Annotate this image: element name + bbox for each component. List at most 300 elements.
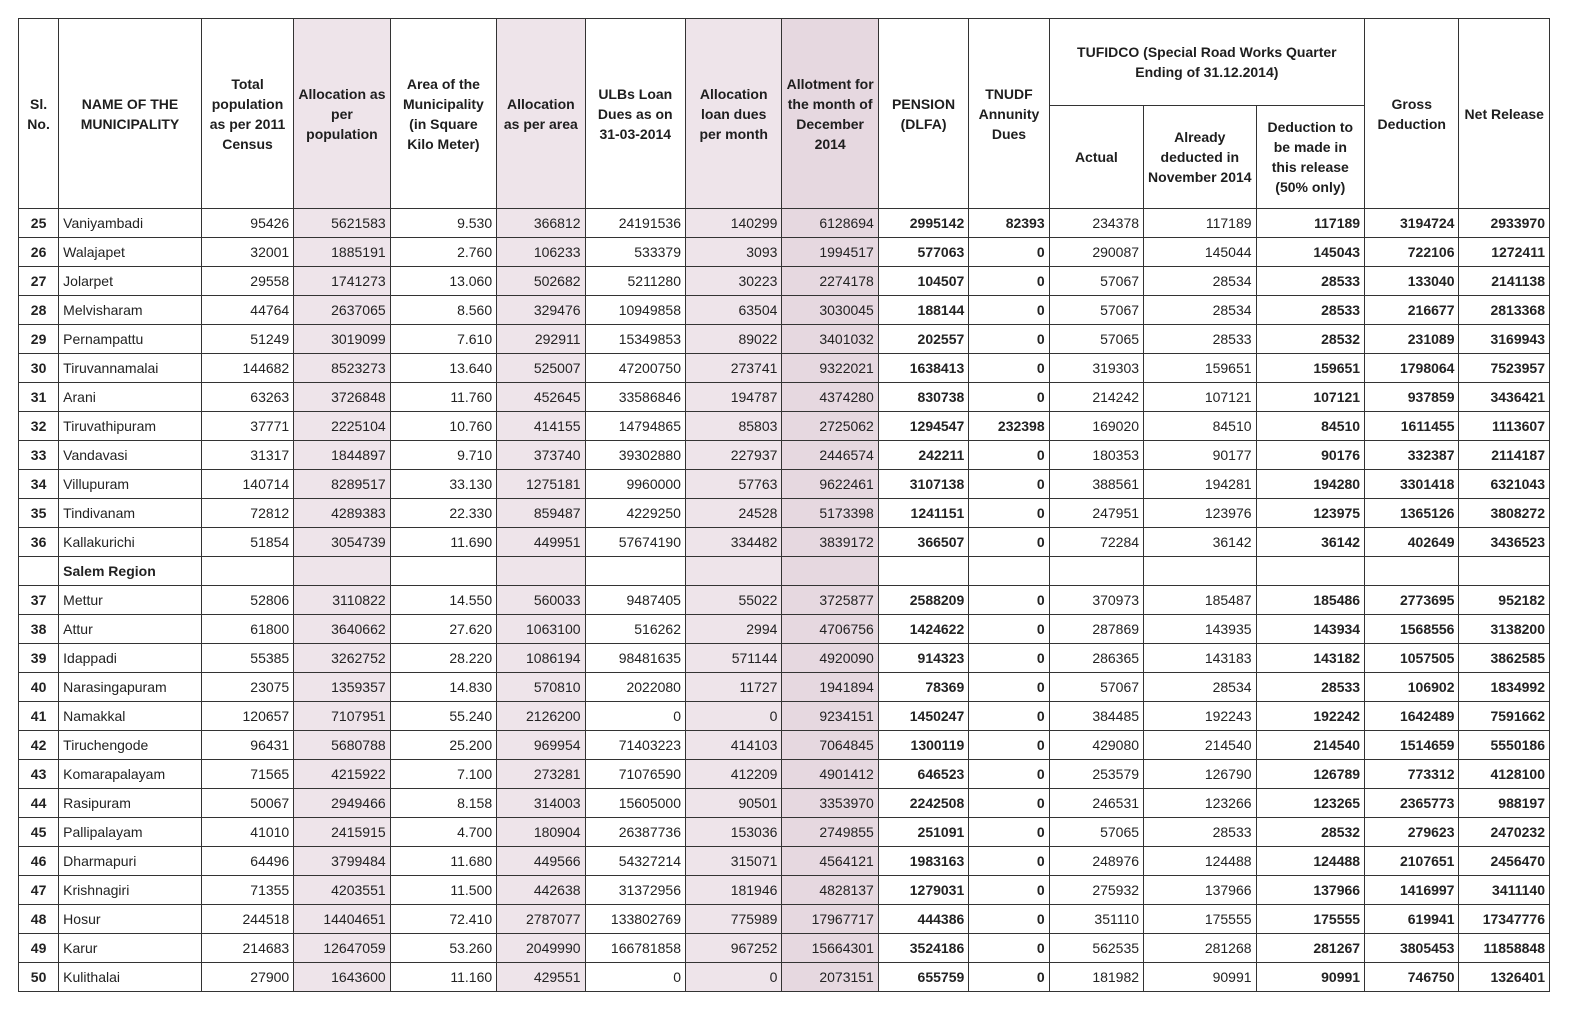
cell-gross-deduction: 1057505 (1365, 644, 1459, 673)
cell-net-release: 2141138 (1459, 267, 1550, 296)
cell-allocation-loan: 90501 (685, 789, 781, 818)
cell-allocation-population: 1741273 (294, 267, 390, 296)
cell-deduction-release: 145043 (1256, 238, 1365, 267)
cell-tnudf: 0 (969, 760, 1049, 789)
cell-already-deducted: 192243 (1144, 702, 1257, 731)
cell-deduction-release: 159651 (1256, 354, 1365, 383)
cell-tnudf: 0 (969, 615, 1049, 644)
cell-area: 8.158 (390, 789, 496, 818)
cell-gross-deduction: 2773695 (1365, 586, 1459, 615)
cell-area: 25.200 (390, 731, 496, 760)
header-area: Area of the Municipality (in Square Kilo Meter) (390, 19, 496, 209)
cell-gross-deduction: 1568556 (1365, 615, 1459, 644)
cell-pension: 444386 (878, 905, 968, 934)
cell-deduction-release: 143182 (1256, 644, 1365, 673)
cell-allocation-area: 570810 (497, 673, 585, 702)
cell-sl-no: 27 (19, 267, 59, 296)
cell-allocation-population: 3799484 (294, 847, 390, 876)
cell-allocation-area: 525007 (497, 354, 585, 383)
cell-sl-no: 47 (19, 876, 59, 905)
cell-allotment: 3401032 (782, 325, 878, 354)
cell-sl-no: 38 (19, 615, 59, 644)
table-row (19, 441, 1550, 470)
cell-allocation-loan: 414103 (685, 731, 781, 760)
cell-tnudf: 0 (969, 847, 1049, 876)
cell-deduction-release: 36142 (1256, 528, 1365, 557)
cell-area: 4.700 (390, 818, 496, 847)
cell-area: 11.680 (390, 847, 496, 876)
cell-area: 8.560 (390, 296, 496, 325)
cell-ulb-loan: 2022080 (585, 673, 685, 702)
cell-gross-deduction: 1416997 (1365, 876, 1459, 905)
cell-gross-deduction: 937859 (1365, 383, 1459, 412)
cell-deduction-release: 214540 (1256, 731, 1365, 760)
cell-allocation-population: 4289383 (294, 499, 390, 528)
cell-allocation-population: 7107951 (294, 702, 390, 731)
cell-actual: 57067 (1049, 673, 1143, 702)
allocation-sheet (18, 18, 1550, 992)
cell-municipality-name: Attur (59, 615, 202, 644)
cell-tnudf: 0 (969, 238, 1049, 267)
table-row (19, 934, 1550, 963)
cell-allocation-loan: 85803 (685, 412, 781, 441)
cell-tnudf: 0 (969, 818, 1049, 847)
cell-ulb-loan: 0 (585, 702, 685, 731)
cell-already-deducted: 145044 (1144, 238, 1257, 267)
table-row (19, 238, 1550, 267)
cell-allocation-loan: 63504 (685, 296, 781, 325)
table-row (19, 412, 1550, 441)
cell-total-population: 31317 (201, 441, 293, 470)
cell-allocation-loan: 0 (685, 702, 781, 731)
table-row (19, 615, 1550, 644)
cell-municipality-name: Pallipalayam (59, 818, 202, 847)
cell-deduction-release: 137966 (1256, 876, 1365, 905)
table-row (19, 586, 1550, 615)
cell-area: 28.220 (390, 644, 496, 673)
cell-already-deducted: 281268 (1144, 934, 1257, 963)
cell-total-population: 44764 (201, 296, 293, 325)
cell-total-population: 71565 (201, 760, 293, 789)
cell-net-release: 2114187 (1459, 441, 1550, 470)
cell-ulb-loan: 14794865 (585, 412, 685, 441)
header-actual: Actual (1049, 106, 1143, 209)
cell-ulb-loan: 9487405 (585, 586, 685, 615)
cell-allocation-loan: 140299 (685, 209, 781, 238)
cell-deduction-release: 192242 (1256, 702, 1365, 731)
empty-cell (1256, 557, 1365, 586)
cell-deduction-release: 84510 (1256, 412, 1365, 441)
cell-actual: 248976 (1049, 847, 1143, 876)
cell-allotment: 2446574 (782, 441, 878, 470)
cell-tnudf: 0 (969, 934, 1049, 963)
cell-sl-no: 43 (19, 760, 59, 789)
table-row (19, 296, 1550, 325)
cell-total-population: 55385 (201, 644, 293, 673)
cell-municipality-name: Arani (59, 383, 202, 412)
cell-ulb-loan: 71076590 (585, 760, 685, 789)
cell-deduction-release: 28533 (1256, 296, 1365, 325)
cell-allocation-loan: 0 (685, 963, 781, 992)
cell-municipality-name: Tiruvannamalai (59, 354, 202, 383)
cell-already-deducted: 159651 (1144, 354, 1257, 383)
header-total-population: Total population as per 2011 Census (201, 19, 293, 209)
cell-ulb-loan: 133802769 (585, 905, 685, 934)
cell-already-deducted: 137966 (1144, 876, 1257, 905)
cell-pension: 1300119 (878, 731, 968, 760)
cell-gross-deduction: 722106 (1365, 238, 1459, 267)
empty-cell (969, 557, 1049, 586)
cell-allocation-area: 180904 (497, 818, 585, 847)
cell-allocation-population: 3110822 (294, 586, 390, 615)
cell-area: 53.260 (390, 934, 496, 963)
table-row (19, 731, 1550, 760)
cell-allocation-population: 1359357 (294, 673, 390, 702)
cell-total-population: 29558 (201, 267, 293, 296)
cell-tnudf: 232398 (969, 412, 1049, 441)
cell-deduction-release: 123975 (1256, 499, 1365, 528)
cell-already-deducted: 28534 (1144, 673, 1257, 702)
cell-already-deducted: 143183 (1144, 644, 1257, 673)
cell-deduction-release: 28533 (1256, 673, 1365, 702)
cell-tnudf: 0 (969, 905, 1049, 934)
header-tufidco: TUFIDCO (Special Road Works Quarter Ending of 31.12.2014) (1049, 19, 1364, 106)
cell-allotment: 3353970 (782, 789, 878, 818)
cell-allocation-area: 414155 (497, 412, 585, 441)
cell-already-deducted: 123976 (1144, 499, 1257, 528)
cell-net-release: 1113607 (1459, 412, 1550, 441)
table-row (19, 325, 1550, 354)
cell-area: 22.330 (390, 499, 496, 528)
cell-allotment: 2725062 (782, 412, 878, 441)
cell-net-release: 7591662 (1459, 702, 1550, 731)
cell-net-release: 3138200 (1459, 615, 1550, 644)
cell-ulb-loan: 33586846 (585, 383, 685, 412)
cell-net-release: 7523957 (1459, 354, 1550, 383)
empty-cell (878, 557, 968, 586)
cell-pension: 1279031 (878, 876, 968, 905)
region-row (19, 557, 1550, 586)
cell-allotment: 3725877 (782, 586, 878, 615)
cell-allotment: 17967717 (782, 905, 878, 934)
cell-ulb-loan: 71403223 (585, 731, 685, 760)
cell-allocation-loan: 227937 (685, 441, 781, 470)
cell-already-deducted: 28533 (1144, 818, 1257, 847)
cell-tnudf: 0 (969, 644, 1049, 673)
cell-allotment: 9622461 (782, 470, 878, 499)
cell-municipality-name: Walajapet (59, 238, 202, 267)
empty-cell (19, 557, 59, 586)
cell-allocation-population: 14404651 (294, 905, 390, 934)
cell-net-release: 11858848 (1459, 934, 1550, 963)
cell-allocation-area: 273281 (497, 760, 585, 789)
header-name: NAME OF THE MUNICIPALITY (59, 19, 202, 209)
cell-municipality-name: Tindivanam (59, 499, 202, 528)
cell-allocation-loan: 11727 (685, 673, 781, 702)
cell-actual: 290087 (1049, 238, 1143, 267)
cell-actual: 247951 (1049, 499, 1143, 528)
cell-actual: 57067 (1049, 296, 1143, 325)
cell-already-deducted: 28534 (1144, 296, 1257, 325)
cell-net-release: 1272411 (1459, 238, 1550, 267)
cell-tnudf: 0 (969, 528, 1049, 557)
cell-gross-deduction: 1514659 (1365, 731, 1459, 760)
empty-cell (782, 557, 878, 586)
cell-sl-no: 31 (19, 383, 59, 412)
table-body (19, 209, 1550, 992)
cell-net-release: 988197 (1459, 789, 1550, 818)
cell-municipality-name: Namakkal (59, 702, 202, 731)
cell-net-release: 4128100 (1459, 760, 1550, 789)
cell-municipality-name: Rasipuram (59, 789, 202, 818)
cell-deduction-release: 90991 (1256, 963, 1365, 992)
cell-pension: 830738 (878, 383, 968, 412)
cell-allocation-loan: 571144 (685, 644, 781, 673)
cell-municipality-name: Krishnagiri (59, 876, 202, 905)
cell-municipality-name: Komarapalayam (59, 760, 202, 789)
cell-actual: 286365 (1049, 644, 1143, 673)
cell-total-population: 72812 (201, 499, 293, 528)
cell-net-release: 3862585 (1459, 644, 1550, 673)
cell-allocation-area: 449951 (497, 528, 585, 557)
cell-ulb-loan: 31372956 (585, 876, 685, 905)
cell-municipality-name: Idappadi (59, 644, 202, 673)
cell-allocation-loan: 3093 (685, 238, 781, 267)
cell-already-deducted: 90177 (1144, 441, 1257, 470)
cell-pension: 2995142 (878, 209, 968, 238)
table-row (19, 818, 1550, 847)
table-row (19, 644, 1550, 673)
cell-net-release: 2933970 (1459, 209, 1550, 238)
cell-already-deducted: 185487 (1144, 586, 1257, 615)
cell-municipality-name: Kallakurichi (59, 528, 202, 557)
cell-pension: 1241151 (878, 499, 968, 528)
cell-total-population: 140714 (201, 470, 293, 499)
cell-area: 2.760 (390, 238, 496, 267)
empty-cell (497, 557, 585, 586)
cell-total-population: 63263 (201, 383, 293, 412)
cell-gross-deduction: 133040 (1365, 267, 1459, 296)
cell-already-deducted: 214540 (1144, 731, 1257, 760)
region-label: Salem Region (59, 557, 202, 586)
header-tnudf: TNUDF Annunity Dues (969, 19, 1049, 209)
cell-ulb-loan: 47200750 (585, 354, 685, 383)
cell-tnudf: 0 (969, 470, 1049, 499)
cell-actual: 180353 (1049, 441, 1143, 470)
cell-pension: 1294547 (878, 412, 968, 441)
cell-already-deducted: 126790 (1144, 760, 1257, 789)
cell-deduction-release: 28533 (1256, 267, 1365, 296)
table-row (19, 702, 1550, 731)
cell-municipality-name: Melvisharam (59, 296, 202, 325)
cell-actual: 319303 (1049, 354, 1143, 383)
cell-actual: 429080 (1049, 731, 1143, 760)
cell-gross-deduction: 3194724 (1365, 209, 1459, 238)
table-row (19, 528, 1550, 557)
cell-pension: 366507 (878, 528, 968, 557)
cell-gross-deduction: 332387 (1365, 441, 1459, 470)
cell-sl-no: 42 (19, 731, 59, 760)
cell-deduction-release: 123265 (1256, 789, 1365, 818)
cell-allocation-population: 3640662 (294, 615, 390, 644)
cell-allocation-population: 2949466 (294, 789, 390, 818)
cell-pension: 242211 (878, 441, 968, 470)
table-row (19, 673, 1550, 702)
header-pension: PENSION (DLFA) (878, 19, 968, 209)
cell-actual: 72284 (1049, 528, 1143, 557)
cell-tnudf: 0 (969, 325, 1049, 354)
cell-allocation-population: 3262752 (294, 644, 390, 673)
cell-gross-deduction: 2365773 (1365, 789, 1459, 818)
cell-allocation-loan: 55022 (685, 586, 781, 615)
cell-allocation-loan: 315071 (685, 847, 781, 876)
cell-allocation-population: 4203551 (294, 876, 390, 905)
cell-total-population: 23075 (201, 673, 293, 702)
cell-gross-deduction: 619941 (1365, 905, 1459, 934)
cell-allocation-loan: 181946 (685, 876, 781, 905)
cell-deduction-release: 185486 (1256, 586, 1365, 615)
cell-allocation-population: 3019099 (294, 325, 390, 354)
cell-actual: 169020 (1049, 412, 1143, 441)
cell-deduction-release: 175555 (1256, 905, 1365, 934)
cell-actual: 246531 (1049, 789, 1143, 818)
table-row (19, 209, 1550, 238)
header-net-release: Net Release (1459, 19, 1550, 209)
cell-gross-deduction: 773312 (1365, 760, 1459, 789)
cell-sl-no: 35 (19, 499, 59, 528)
cell-deduction-release: 117189 (1256, 209, 1365, 238)
cell-municipality-name: Tiruchengode (59, 731, 202, 760)
cell-allocation-area: 2126200 (497, 702, 585, 731)
cell-allotment: 5173398 (782, 499, 878, 528)
cell-ulb-loan: 516262 (585, 615, 685, 644)
cell-deduction-release: 281267 (1256, 934, 1365, 963)
cell-allocation-area: 2787077 (497, 905, 585, 934)
cell-gross-deduction: 1365126 (1365, 499, 1459, 528)
cell-sl-no: 39 (19, 644, 59, 673)
table-row (19, 354, 1550, 383)
table-row (19, 267, 1550, 296)
table-row (19, 383, 1550, 412)
cell-ulb-loan: 4229250 (585, 499, 685, 528)
cell-ulb-loan: 9960000 (585, 470, 685, 499)
empty-cell (1144, 557, 1257, 586)
cell-deduction-release: 143934 (1256, 615, 1365, 644)
cell-allotment: 1994517 (782, 238, 878, 267)
cell-allocation-area: 329476 (497, 296, 585, 325)
cell-total-population: 32001 (201, 238, 293, 267)
cell-already-deducted: 124488 (1144, 847, 1257, 876)
cell-allocation-area: 969954 (497, 731, 585, 760)
cell-sl-no: 41 (19, 702, 59, 731)
cell-already-deducted: 123266 (1144, 789, 1257, 818)
cell-allotment: 4706756 (782, 615, 878, 644)
cell-municipality-name: Vaniyambadi (59, 209, 202, 238)
table-header (19, 19, 1550, 209)
cell-ulb-loan: 39302880 (585, 441, 685, 470)
cell-tnudf: 0 (969, 731, 1049, 760)
empty-cell (585, 557, 685, 586)
cell-allocation-loan: 273741 (685, 354, 781, 383)
cell-allotment: 2749855 (782, 818, 878, 847)
cell-net-release: 6321043 (1459, 470, 1550, 499)
cell-sl-no: 33 (19, 441, 59, 470)
cell-sl-no: 32 (19, 412, 59, 441)
cell-actual: 351110 (1049, 905, 1143, 934)
cell-pension: 2588209 (878, 586, 968, 615)
cell-already-deducted: 84510 (1144, 412, 1257, 441)
cell-total-population: 214683 (201, 934, 293, 963)
table-row (19, 760, 1550, 789)
cell-sl-no: 25 (19, 209, 59, 238)
cell-deduction-release: 28532 (1256, 818, 1365, 847)
cell-gross-deduction: 2107651 (1365, 847, 1459, 876)
cell-gross-deduction: 1798064 (1365, 354, 1459, 383)
cell-ulb-loan: 24191536 (585, 209, 685, 238)
cell-allocation-area: 1275181 (497, 470, 585, 499)
cell-area: 11.500 (390, 876, 496, 905)
cell-actual: 57065 (1049, 818, 1143, 847)
cell-municipality-name: Mettur (59, 586, 202, 615)
cell-allocation-area: 373740 (497, 441, 585, 470)
cell-actual: 181982 (1049, 963, 1143, 992)
cell-pension: 2242508 (878, 789, 968, 818)
cell-gross-deduction: 1642489 (1365, 702, 1459, 731)
cell-pension: 1424622 (878, 615, 968, 644)
municipality-allocation-table (18, 18, 1550, 992)
cell-ulb-loan: 57674190 (585, 528, 685, 557)
cell-allotment: 2073151 (782, 963, 878, 992)
cell-area: 9.710 (390, 441, 496, 470)
cell-allocation-loan: 24528 (685, 499, 781, 528)
header-allocation-area: Allocation as per area (497, 19, 585, 209)
cell-already-deducted: 143935 (1144, 615, 1257, 644)
cell-area: 13.640 (390, 354, 496, 383)
cell-allocation-population: 5621583 (294, 209, 390, 238)
cell-deduction-release: 194280 (1256, 470, 1365, 499)
cell-actual: 57067 (1049, 267, 1143, 296)
cell-allocation-population: 1885191 (294, 238, 390, 267)
cell-tnudf: 0 (969, 499, 1049, 528)
cell-sl-no: 48 (19, 905, 59, 934)
table-row (19, 876, 1550, 905)
cell-ulb-loan: 0 (585, 963, 685, 992)
cell-area: 14.550 (390, 586, 496, 615)
cell-already-deducted: 117189 (1144, 209, 1257, 238)
cell-allocation-area: 449566 (497, 847, 585, 876)
cell-sl-no: 36 (19, 528, 59, 557)
cell-allotment: 1941894 (782, 673, 878, 702)
cell-allotment: 9322021 (782, 354, 878, 383)
empty-cell (1049, 557, 1143, 586)
cell-municipality-name: Dharmapuri (59, 847, 202, 876)
cell-deduction-release: 107121 (1256, 383, 1365, 412)
cell-area: 11.690 (390, 528, 496, 557)
cell-total-population: 244518 (201, 905, 293, 934)
header-allotment: Allotment for the month of December 2014 (782, 19, 878, 209)
cell-allocation-population: 3054739 (294, 528, 390, 557)
cell-area: 11.160 (390, 963, 496, 992)
cell-allocation-loan: 194787 (685, 383, 781, 412)
cell-tnudf: 0 (969, 963, 1049, 992)
cell-allocation-loan: 334482 (685, 528, 781, 557)
cell-allocation-area: 442638 (497, 876, 585, 905)
cell-total-population: 27900 (201, 963, 293, 992)
empty-cell (201, 557, 293, 586)
cell-total-population: 95426 (201, 209, 293, 238)
cell-allotment: 2274178 (782, 267, 878, 296)
cell-gross-deduction: 3805453 (1365, 934, 1459, 963)
